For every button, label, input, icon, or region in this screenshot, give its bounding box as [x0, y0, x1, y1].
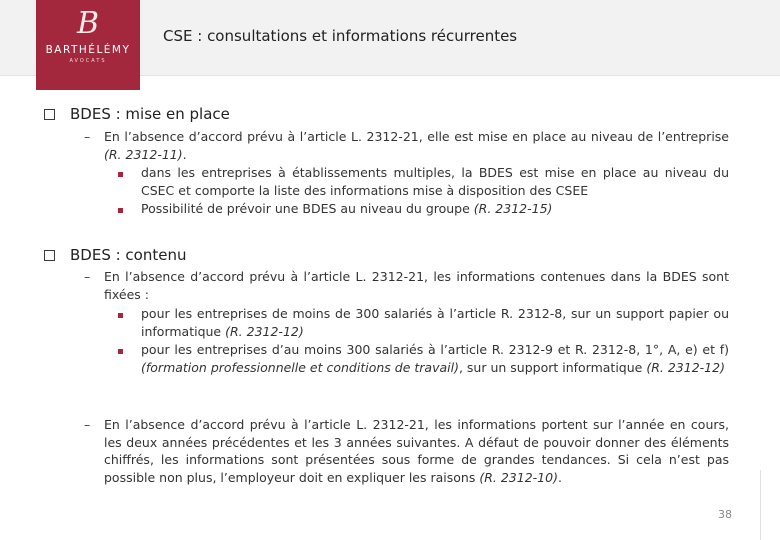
logo-subtitle: AVOCATS [69, 58, 107, 64]
section-heading-contenu: BDES : contenu [70, 246, 187, 264]
paragraph [104, 128, 729, 163]
square-bullet-icon [118, 349, 123, 354]
logo-mark: B [76, 6, 100, 41]
logo-name: BARTHÉLÉMY [45, 44, 131, 56]
bullet-italic-note: (formation professionnelle et conditions de travail) [141, 359, 459, 375]
paragraph-text: En l’absence d’accord prévu à l’article L. 2312-21, les informations portent sur l’année en cours, les deux années précédentes et les 3 années suivantes. A défaut de pouvoir donner des éléments chiffrés, les informations sont présentées sous forme de grandes tendances. Si cela n’est pas possible non plus, l’employeur doit en expliquer les raisons [104, 417, 729, 485]
paragraph-tail: . [557, 469, 562, 485]
dash-marker: – [84, 129, 91, 144]
checkbox-square-icon [44, 109, 55, 120]
legal-reference: (R. 2312-12) [646, 359, 725, 375]
paragraph-text: En l’absence d’accord prévu à l’article L. 2312-21, elle est mise en place au niveau de l’entreprise [104, 129, 729, 144]
bullet-text: Possibilité de prévoir une BDES au niveau du groupe [141, 201, 470, 216]
paragraph [104, 416, 729, 486]
bullet-item [141, 305, 729, 340]
legal-reference: (R. 2312-10) [479, 469, 558, 485]
dash-marker: – [84, 269, 91, 284]
paragraph-text: En l’absence d’accord prévu à l’article L. 2312-21, les informations contenues dans la BDES sont fixées : [104, 269, 729, 302]
paragraph-tail: . [182, 146, 187, 162]
bullet-text: dans les entreprises à établissements multiples, la BDES est mise en place au niveau du CSEC et comporte la liste des informations mise à disposition des CSEE [141, 165, 729, 198]
bullet-item [141, 164, 729, 199]
bullet-text: pour les entreprises d’au moins 300 salariés à l’article R. 2312-9 et R. 2312-8, 1°, A, e) et f) [141, 342, 729, 357]
square-bullet-icon [118, 208, 123, 213]
dash-marker: – [84, 417, 91, 432]
bullet-item [141, 341, 729, 376]
paragraph [104, 268, 729, 303]
bullet-text: pour les entreprises de moins de 300 salariés à l’article R. 2312-8, sur un support papier ou informatique [141, 306, 729, 339]
bullet-item [141, 200, 729, 218]
checkbox-square-icon [44, 250, 55, 261]
legal-reference: (R. 2312-12) [225, 323, 304, 339]
legal-reference: (R. 2312-15) [473, 201, 553, 216]
corner-divider [760, 470, 761, 540]
page-title: CSE : consultations et informations récurrentes [163, 27, 518, 45]
page-number: 38 [718, 508, 732, 521]
section-heading-mise-en-place: BDES : mise en place [70, 105, 230, 123]
brand-logo [36, 0, 140, 90]
bullet-text-continued: , sur un support informatique [458, 359, 643, 375]
square-bullet-icon [118, 172, 123, 177]
legal-reference: (R. 2312-11) [104, 146, 183, 162]
square-bullet-icon [118, 313, 123, 318]
